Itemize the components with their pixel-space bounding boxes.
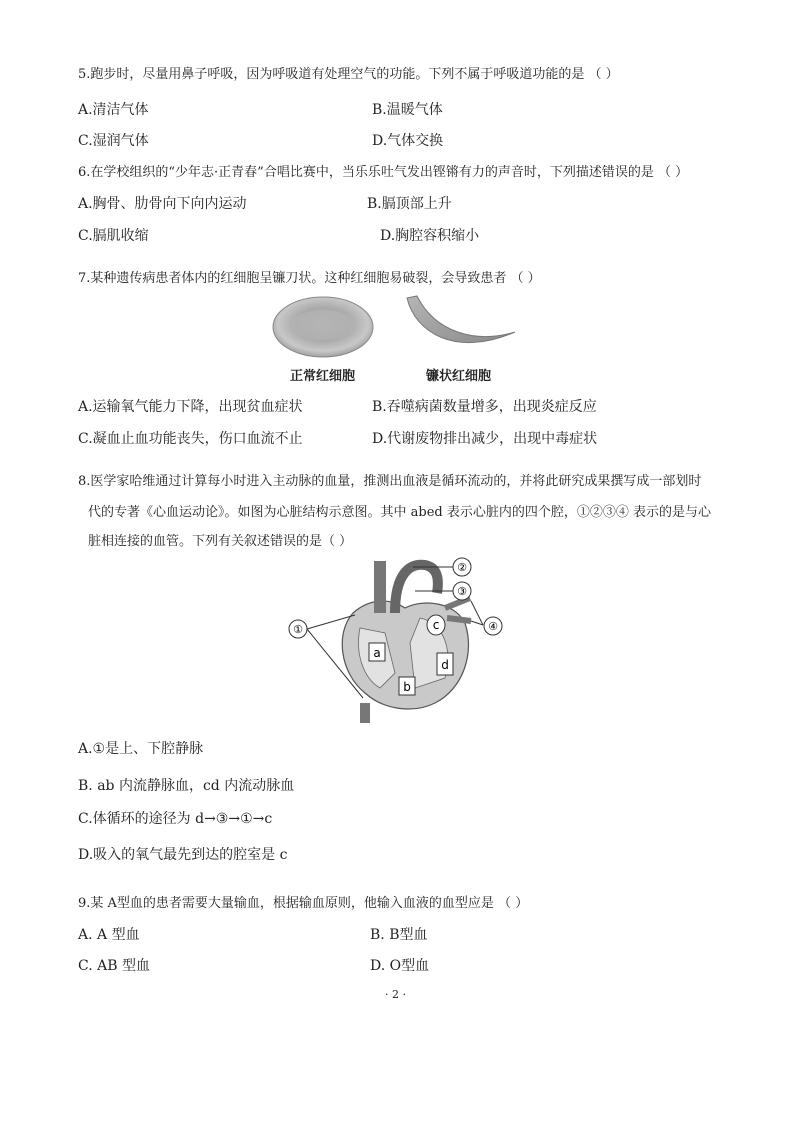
q9-option-b: B. B型血 xyxy=(370,927,428,943)
question-8-stem-line-2: 代的专著《心血运动论》。如图为心脏结构示意图。其中 abed 表示心脏内的四个腔，①②③④ 表示的是与心 xyxy=(88,505,711,520)
vessel-1-label xyxy=(289,620,307,638)
q6-option-d: D.胸腔容积缩小 xyxy=(380,228,480,244)
q6-option-a: A.胸骨、肋骨向下向内运动 xyxy=(78,196,247,212)
vessel-2-label xyxy=(453,558,471,576)
q5-option-a: A.清洁气体 xyxy=(78,102,149,118)
svg-text:①: ① xyxy=(293,623,303,636)
svg-text:④: ④ xyxy=(488,620,498,633)
q9-option-c: C. AB 型血 xyxy=(78,958,150,974)
q7-option-c: C.凝血止血功能丧失，伤口血流不止 xyxy=(78,431,303,447)
question-6-stem: 6.在学校组织的“少年志·正青春”合唱比赛中，当乐乐吐气发出铿锵有力的声音时，下列描述错误的是 （ ） xyxy=(78,165,689,180)
page-number: · 2 · xyxy=(385,988,406,1001)
q5-option-c: C.湿润气体 xyxy=(78,133,149,149)
normal-rbc-caption: 正常红细胞 xyxy=(290,369,356,384)
q9-option-d: D. O型血 xyxy=(370,958,430,974)
q9-option-a: A. A 型血 xyxy=(78,927,140,943)
question-9-stem: 9.某 A型血的患者需要大量输血，根据输血原则，他输入血液的血型应是 （ ） xyxy=(78,896,529,911)
question-8-stem-line-3: 脏相连接的血管。下列有关叙述错误的是（ ） xyxy=(88,534,353,549)
q8-option-d: D.吸入的氧气最先到达的腔室是 c xyxy=(78,847,288,863)
q5-option-b: B.温暖气体 xyxy=(372,102,443,118)
sickle-red-blood-cell-image xyxy=(407,296,515,343)
svg-text:③: ③ xyxy=(457,585,467,598)
vessel-4-label xyxy=(484,617,502,635)
svg-text:②: ② xyxy=(457,561,467,574)
question-7-stem: 7.某种遗传病患者体内的红细胞呈镰刀状。这种红细胞易破裂，会导致患者 （ ） xyxy=(78,271,541,286)
q7-option-b: B.吞噬病菌数量增多，出现炎症反应 xyxy=(372,399,597,415)
q7-option-d: D.代谢废物排出减少，出现中毒症状 xyxy=(372,431,598,447)
red-blood-cell-figure xyxy=(265,292,535,364)
svg-text:a: a xyxy=(373,646,381,660)
q6-option-b: B.膈顶部上升 xyxy=(367,196,452,212)
svg-text:c: c xyxy=(432,618,440,632)
heart-structure-diagram xyxy=(285,553,510,728)
q8-option-a: A.①是上、下腔静脉 xyxy=(78,741,204,757)
q8-option-b: B. ab 内流静脉血，cd 内流动脉血 xyxy=(78,778,295,794)
q7-option-a: A.运输氧气能力下降，出现贫血症状 xyxy=(78,399,303,415)
q6-option-c: C.膈肌收缩 xyxy=(78,228,149,244)
chamber-d-label xyxy=(437,653,453,675)
vessel-3-label xyxy=(453,582,471,600)
chamber-b-label xyxy=(399,677,415,695)
svg-text:b: b xyxy=(403,680,411,694)
question-5-stem: 5.跑步时，尽量用鼻子呼吸，因为呼吸道有处理空气的功能。下列不属于呼吸道功能的是 （ ） xyxy=(78,67,619,82)
q8-option-c: C.体循环的途径为 d→③→①→c xyxy=(78,811,273,827)
question-8-stem-line-1: 8.医学家哈维通过计算每小时进入主动脉的血量，推测出血液是循环流动的，并将此研究成果撰写成一部划时 xyxy=(78,474,702,489)
chamber-a-label xyxy=(369,643,385,661)
q5-option-d: D.气体交换 xyxy=(372,133,444,149)
svg-text:d: d xyxy=(441,658,449,672)
chamber-c-label xyxy=(427,615,445,635)
sickle-rbc-caption: 镰状红细胞 xyxy=(426,369,492,384)
normal-red-blood-cell-image xyxy=(273,297,373,357)
